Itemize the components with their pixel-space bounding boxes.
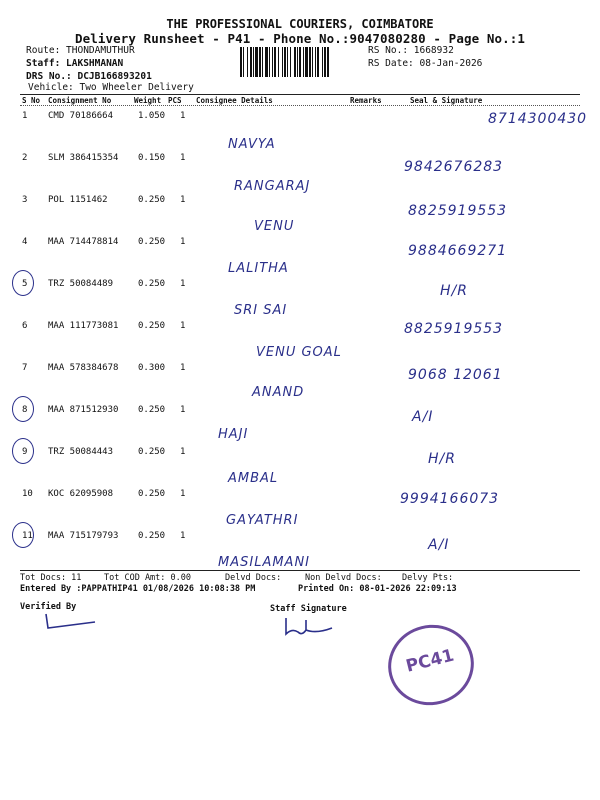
signature-handwriting: 8714300430 (488, 111, 588, 127)
company-title: THE PROFESSIONAL COURIERS, COIMBATORE (166, 17, 434, 31)
rs-number: RS No.: 1668932 (368, 45, 454, 56)
drs-label: DRS No.: DCJB166893201 (26, 71, 152, 82)
sno-circle-mark (12, 522, 34, 548)
signature-handwriting: 9842676283 (404, 159, 504, 175)
barcode-bar (324, 47, 326, 77)
verified-signature (40, 610, 100, 632)
verified-by: Verified By (20, 602, 77, 612)
pcs-cell: 1 (180, 279, 186, 289)
sno-circle-mark (12, 396, 34, 422)
sno-cell: 9 (22, 447, 28, 457)
weight-cell: 0.250 (138, 237, 166, 247)
pcs-cell: 1 (180, 153, 186, 163)
barcode-bar (312, 47, 313, 77)
delvy-pts: Delvy Pts: (402, 573, 454, 583)
barcode-bar (269, 47, 270, 77)
sno-cell: 3 (22, 195, 28, 205)
pcs-cell: 1 (180, 489, 186, 499)
pcs-cell: 1 (180, 111, 186, 121)
printed-on: Printed On: 08-01-2026 22:09:13 (298, 584, 457, 594)
consignment-cell: SLM 386415354 (48, 153, 119, 163)
weight-cell: 0.250 (138, 489, 166, 499)
consignment-cell: CMD 70186664 (48, 111, 114, 121)
staff-label: Staff: LAKSHMANAN (26, 58, 124, 69)
barcode-bar (247, 47, 248, 77)
sno-cell: 11 (22, 531, 33, 541)
consignee-handwriting: NAVYA (228, 137, 276, 152)
barcode-bar (253, 47, 254, 77)
barcode-bar (259, 47, 261, 77)
barcode-bar (290, 47, 291, 77)
tot-docs: Tot Docs: 11 (20, 573, 82, 583)
barcode-bar (305, 47, 308, 77)
barcode-bar (287, 47, 288, 77)
signature-handwriting: 8825919553 (408, 203, 508, 219)
barcode-bar (272, 47, 273, 77)
barcode-bar (250, 47, 252, 77)
barcode-bar (240, 47, 242, 77)
tot-cod: Tot COD Amt: 0.00 (104, 573, 191, 583)
col-sno: S No (22, 96, 41, 105)
consignee-handwriting: VENU (254, 219, 295, 234)
barcode-bar (294, 47, 296, 77)
signature-handwriting: A/I (412, 409, 434, 425)
barcode-bar (327, 47, 329, 77)
pc41-stamp: PC41 (380, 616, 483, 714)
signature-handwriting: 9068 12061 (408, 367, 503, 383)
col-pcs: PCS (168, 96, 182, 105)
consignment-cell: KOC 62095908 (48, 489, 114, 499)
route-label: Route: THONDAMUTHUR (26, 45, 135, 56)
barcode-bar (243, 47, 244, 77)
delvd-docs: Delvd Docs: (225, 573, 282, 583)
barcode-bar (278, 47, 279, 77)
pcs-cell: 1 (180, 447, 186, 457)
barcode-bar (315, 47, 316, 77)
barcode-bar (309, 47, 311, 77)
consignee-handwriting: ANAND (252, 385, 305, 400)
barcode-bar (262, 47, 263, 77)
consignee-handwriting: HAJI (218, 427, 249, 442)
weight-cell: 0.150 (138, 153, 166, 163)
signature-handwriting: H/R (428, 451, 456, 467)
footer-rule (20, 570, 580, 571)
consignee-handwriting: GAYATHRI (226, 513, 299, 528)
signature-handwriting: 9884669271 (408, 243, 508, 259)
sno-cell: 10 (22, 489, 33, 499)
barcode (240, 47, 362, 77)
header-rule (20, 94, 580, 95)
signature-handwriting: 9994166073 (400, 491, 500, 507)
signature-handwriting: H/R (440, 283, 468, 299)
sno-circle-mark (12, 438, 34, 464)
consignee-handwriting: SRI SAI (234, 303, 288, 318)
pcs-cell: 1 (180, 195, 186, 205)
sno-circle-mark (12, 270, 34, 296)
consignment-cell: TRZ 50084443 (48, 447, 114, 457)
sno-cell: 8 (22, 405, 28, 415)
sno-cell: 1 (22, 111, 28, 121)
sno-cell: 7 (22, 363, 28, 373)
non-delvd-docs: Non Delvd Docs: (305, 573, 382, 583)
col-consignee: Consignee Details (196, 96, 273, 105)
barcode-bar (255, 47, 258, 77)
consignee-handwriting: AMBAL (228, 471, 279, 486)
header-underline (20, 105, 580, 106)
pcs-cell: 1 (180, 237, 186, 247)
col-weight: Weight (134, 96, 162, 105)
barcode-bar (297, 47, 298, 77)
sno-cell: 4 (22, 237, 28, 247)
consignment-cell: MAA 714478814 (48, 237, 119, 247)
barcode-bar (303, 47, 304, 77)
rs-date: RS Date: 08-Jan-2026 (368, 58, 483, 69)
col-remarks: Remarks (350, 96, 382, 105)
barcode-bar (274, 47, 276, 77)
staff-signature-label: Staff Signature (270, 604, 347, 614)
barcode-bar (299, 47, 301, 77)
weight-cell: 1.050 (138, 111, 166, 121)
consignee-handwriting: LALITHA (228, 261, 289, 276)
entered-by: Entered By :PAPPATHIP41 01/08/2026 10:08:38 PM (20, 584, 256, 594)
pcs-cell: 1 (180, 405, 186, 415)
vehicle-label: Vehicle: Two Wheeler Delivery (28, 82, 194, 93)
consignment-cell: TRZ 50084489 (48, 279, 114, 289)
sno-cell: 5 (22, 279, 28, 289)
pcs-cell: 1 (180, 321, 186, 331)
barcode-bar (284, 47, 286, 77)
weight-cell: 0.250 (138, 279, 166, 289)
sno-cell: 2 (22, 153, 28, 163)
consignment-cell: POL 1151462 (48, 195, 108, 205)
weight-cell: 0.250 (138, 531, 166, 541)
consignment-cell: MAA 715179793 (48, 531, 119, 541)
sno-cell: 6 (22, 321, 28, 331)
weight-cell: 0.250 (138, 447, 166, 457)
consignee-handwriting: MASILAMANI (218, 555, 310, 570)
weight-cell: 0.250 (138, 321, 166, 331)
barcode-bar (322, 47, 323, 77)
signature-handwriting: A/I (428, 537, 450, 553)
consignment-cell: MAA 111773081 (48, 321, 119, 331)
pcs-cell: 1 (180, 531, 186, 541)
barcode-bar (317, 47, 319, 77)
signature-handwriting: 8825919553 (404, 321, 504, 337)
weight-cell: 0.250 (138, 405, 166, 415)
col-consignment: Consignment No (48, 96, 112, 105)
staff-signature (280, 614, 340, 642)
col-seal-signature: Seal & Signature (410, 96, 483, 105)
runsheet-title: Delivery Runsheet - P41 - Phone No.:9047080280 - Page No.:1 (75, 31, 525, 46)
consignment-cell: MAA 871512930 (48, 405, 119, 415)
barcode-bar (265, 47, 268, 77)
weight-cell: 0.300 (138, 363, 166, 373)
barcode-bar (282, 47, 283, 77)
consignment-cell: MAA 578384678 (48, 363, 119, 373)
consignee-handwriting: VENU GOAL (256, 345, 342, 360)
consignee-handwriting: RANGARAJ (234, 179, 311, 194)
pcs-cell: 1 (180, 363, 186, 373)
weight-cell: 0.250 (138, 195, 166, 205)
